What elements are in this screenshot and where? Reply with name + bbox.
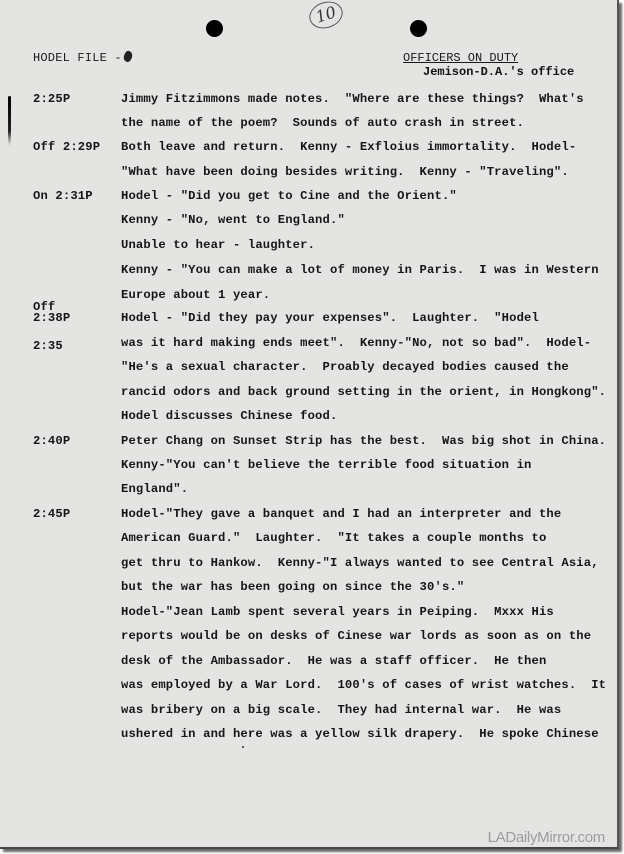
entry-timestamp-line2: 2:35 xyxy=(33,339,63,353)
entry-line: but the war has been going on since the 30's." xyxy=(121,580,465,594)
entry-line: Kenny - "No, went to England." xyxy=(121,213,345,227)
entry-line: Unable to hear - laughter. xyxy=(121,238,316,252)
entry-line: desk of the Ambassador. He was a staff officer. He then xyxy=(121,654,547,668)
ink-blot-icon xyxy=(122,50,133,63)
entry-timestamp: 2:25P xyxy=(33,92,71,106)
entry-line: Hodel discusses Chinese food. xyxy=(121,409,338,423)
entry-line: get thru to Hankow. Kenny-"I always wanted to see Central Asia, xyxy=(121,556,599,570)
watermark: LADailyMirror.com xyxy=(487,829,605,846)
entry-line: reports would be on desks of Cinese war lords as soon as on the xyxy=(121,629,592,643)
entry-line: Hodel - "Did they pay your expenses". Laughter. "Hodel xyxy=(121,311,539,325)
entry-timestamp: 2:38P xyxy=(33,311,71,325)
margin-mark xyxy=(8,96,11,146)
punch-hole-left xyxy=(206,20,223,37)
entry-line: Hodel-"They gave a banquet and I had an interpreter and the xyxy=(121,507,562,521)
entry-timestamp xyxy=(33,275,63,379)
entry-line: was bribery on a big scale. They had internal war. He was xyxy=(121,703,562,717)
entry-line: Kenny - "You can make a lot of money in Paris. I was in Western xyxy=(121,263,599,277)
entry-line: was employed by a War Lord. 100's of cases of wrist watches. It xyxy=(121,678,607,692)
entry-line: Europe about 1 year. xyxy=(121,288,271,302)
entry-line: was it hard making ends meet". Kenny-"No, not so bad". Hodel- xyxy=(121,336,592,350)
file-header-label: HODEL FILE - xyxy=(33,51,122,65)
entry-timestamp: On 2:31P xyxy=(33,189,93,203)
entry-line: American Guard." Laughter. "It takes a couple months to xyxy=(121,531,547,545)
entry-line: Peter Chang on Sunset Strip has the best. Was big shot in China. xyxy=(121,434,607,448)
officers-on-duty-heading: OFFICERS ON DUTY xyxy=(403,51,519,65)
punch-hole-right xyxy=(410,20,427,37)
entry-timestamp: 2:40P xyxy=(33,434,71,448)
entry-line: Kenny-"You can't believe the terrible food situation in xyxy=(121,458,532,472)
entry-line: "He's a sexual character. Proably decayed bodies caused the xyxy=(121,360,569,374)
entry-timestamp: Off 2:29P xyxy=(33,140,101,154)
entry-line: Hodel - "Did you get to Cine and the Orient." xyxy=(121,189,457,203)
location-subheading: Jemison-D.A.'s office xyxy=(423,65,575,79)
entry-line: Hodel-"Jean Lamb spent several years in Peiping. Mxxx His xyxy=(121,605,554,619)
handwritten-page-number: 10 xyxy=(306,0,346,33)
entry-line: Jimmy Fitzimmons made notes. "Where are these things? What's xyxy=(121,92,584,106)
ink-speck xyxy=(242,746,244,748)
file-header xyxy=(33,51,132,65)
entry-line: rancid odors and back ground setting in the orient, in Hongkong". xyxy=(121,385,607,399)
entry-timestamp-line1: Off xyxy=(33,300,56,314)
entry-line: "What have been doing besides writing. Kenny - "Traveling". xyxy=(121,165,569,179)
entry-line: Both leave and return. Kenny - Exfloius immortality. Hodel- xyxy=(121,140,577,154)
entry-line: ushered in and here was a yellow silk drapery. He spoke Chinese xyxy=(121,727,599,741)
entry-timestamp: 2:45P xyxy=(33,507,71,521)
entry-line: the name of the poem? Sounds of auto crash in street. xyxy=(121,116,525,130)
entry-line: England". xyxy=(121,482,189,496)
